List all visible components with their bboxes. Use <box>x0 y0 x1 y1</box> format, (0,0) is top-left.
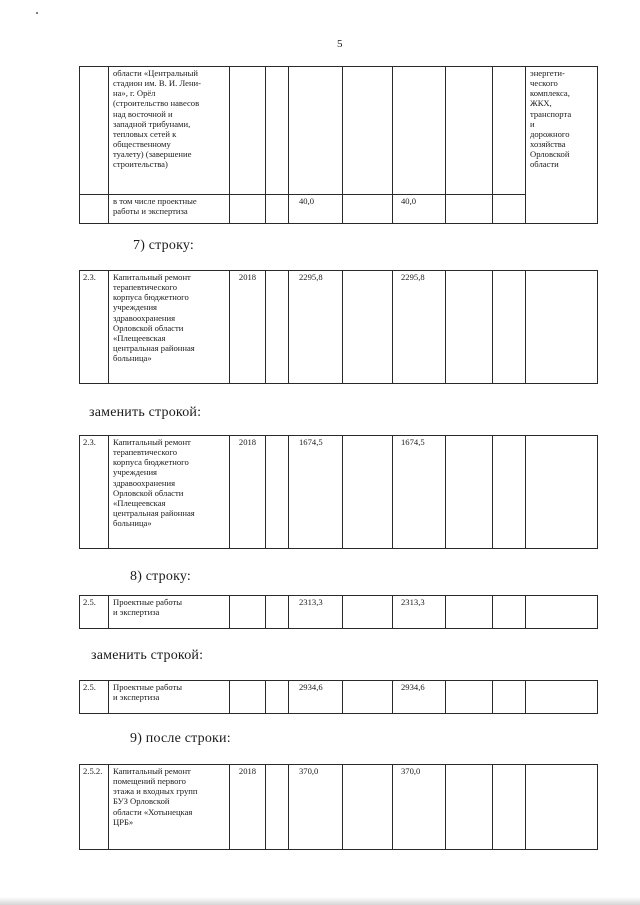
fragment-responsible-cell <box>526 67 598 224</box>
scan-speck <box>36 12 38 14</box>
row-table <box>79 764 598 850</box>
fragment-name-cell <box>109 67 230 195</box>
table-row <box>80 596 598 629</box>
row-value-regional: 2313,3 <box>393 596 446 629</box>
row-name-cell: Капитальный ремонт терапевтического корпуса бюджетного учреждения здравоохранения Орловской области «Плещеевская центральная районная больница» <box>109 271 230 384</box>
row-name-cell: Капитальный ремонт помещений первого этажа и входных групп БУЗ Орловской области «Хотынецкая ЦРБ» <box>109 765 230 850</box>
row-table <box>79 270 598 384</box>
row-value-total: 2934,6 <box>289 681 343 714</box>
name-line: области «Центральный <box>113 68 199 78</box>
table-row <box>80 271 598 384</box>
row-table <box>79 435 598 549</box>
row-value-regional: 2295,8 <box>393 271 446 384</box>
row-value-regional: 1674,5 <box>393 436 446 549</box>
name-line: строительства) <box>113 159 168 170</box>
row-year: 2018 <box>230 436 266 549</box>
name-line: тепловых сетей к <box>113 128 177 139</box>
row-number: 2.5. <box>80 681 109 714</box>
row-number: 2.5. <box>80 596 109 629</box>
sub-row-value-regional: 40,0 <box>393 195 446 224</box>
table-row <box>80 765 598 850</box>
sub-row-name-cell: в том числе проектные работы и экспертиза <box>109 195 230 224</box>
row-name-cell: Капитальный ремонт терапевтического корпуса бюджетного учреждения здравоохранения Орловской области «Плещеевская центральная районная больница» <box>109 436 230 549</box>
row-year <box>230 681 266 714</box>
row-table <box>79 680 598 714</box>
section-heading: 9) после строки: <box>130 731 231 746</box>
resp-line: комплекса, <box>530 88 570 99</box>
name-line: над восточной и <box>113 108 173 119</box>
sub-row-value-total: 40,0 <box>289 195 343 224</box>
row-number: 2.3. <box>80 436 109 549</box>
row-value-total: 2313,3 <box>289 596 343 629</box>
row-table <box>79 595 598 629</box>
resp-line: хозяйства <box>530 138 566 149</box>
name-line: на», г. Орёл <box>113 88 156 99</box>
resp-line: ческого <box>530 78 558 89</box>
name-line: туалету) (завершение <box>113 149 192 160</box>
resp-line: транспорта <box>530 108 572 119</box>
row-value-total: 370,0 <box>289 765 343 850</box>
fragment-sub-row <box>80 195 598 224</box>
section-heading: заменить строкой: <box>91 648 204 663</box>
name-line: (строительство навесов <box>113 98 200 109</box>
fragment-main-row <box>80 67 598 195</box>
table-row <box>80 681 598 714</box>
row-number: 2.5.2. <box>80 765 109 850</box>
section-heading: 8) строку: <box>130 569 191 584</box>
section-heading: 7) строку: <box>133 238 194 253</box>
row-value-regional: 370,0 <box>393 765 446 850</box>
row-value-regional: 2934,6 <box>393 681 446 714</box>
row-year: 2018 <box>230 765 266 850</box>
resp-line: ЖКХ, <box>530 98 552 109</box>
section-heading: заменить строкой: <box>89 405 202 420</box>
name-line: западной трибунами, <box>113 118 191 129</box>
resp-line: дорожного <box>530 128 570 139</box>
row-value-total: 2295,8 <box>289 271 343 384</box>
name-line: общественному <box>113 138 171 149</box>
row-name-cell: Проектные работы и экспертиза <box>109 596 230 629</box>
row-year: 2018 <box>230 271 266 384</box>
fragment-num-cell <box>80 67 109 195</box>
row-year <box>230 596 266 629</box>
row-value-total: 1674,5 <box>289 436 343 549</box>
page-number: 5 <box>337 38 343 50</box>
name-line: стадион им. В. И. Лени- <box>113 78 202 89</box>
resp-line: области <box>530 159 559 170</box>
row-name-cell: Проектные работы и экспертиза <box>109 681 230 714</box>
resp-line: энергети- <box>530 68 565 78</box>
continuation-table <box>79 66 598 224</box>
row-number: 2.3. <box>80 271 109 384</box>
table-row <box>80 436 598 549</box>
resp-line: Орловской <box>530 149 570 160</box>
resp-line: и <box>530 118 535 129</box>
scan-edge-shadow <box>0 897 640 905</box>
